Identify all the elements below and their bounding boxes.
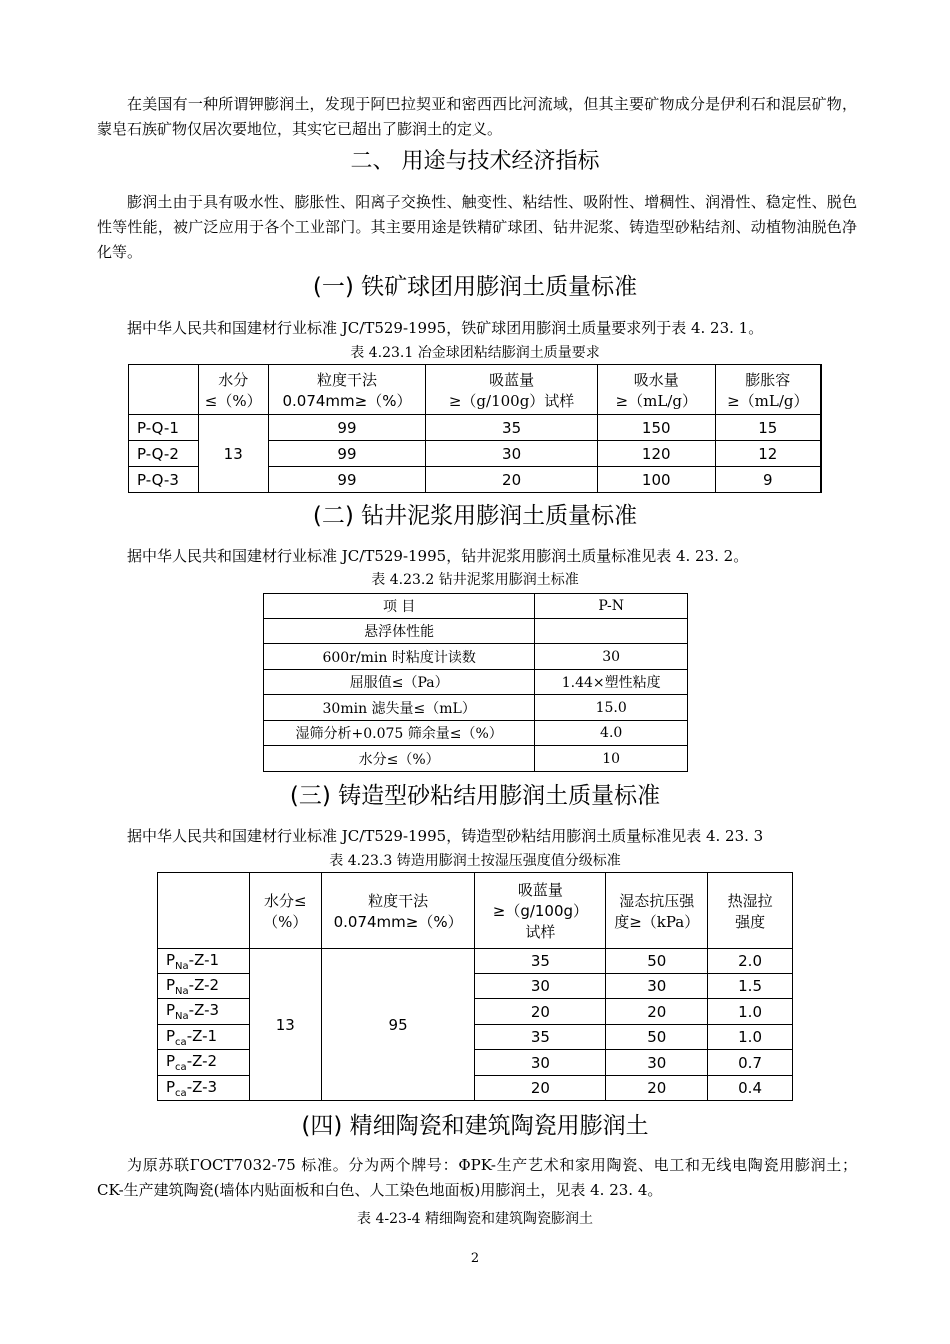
header-hot-wet-tensile: 热湿拉 强度 (708, 873, 793, 949)
header-moisture: 水分 ≤（%） (198, 365, 268, 415)
intro-paragraph: 在美国有一种所谓钾膨润土，发现于阿巴拉契亚和密西西比河流域，但其主要矿物成分是伊利石和混层矿物，蒙皂石族矿物仅居次要地位，其实它已超出了膨润土的定义。 (97, 95, 857, 138)
sub2-title: (二) 钻井泥浆用膨润土质量标准 (312, 503, 638, 529)
wet-cell: 20 (606, 1076, 708, 1101)
sub3-paragraph: 据中华人民共和国建材行业标准 JC/T529-1995，铸造型砂粘结用膨润土质量标准见表 4. 23. 3 (127, 827, 764, 845)
item-cell: 600r/min 时粘度计读数 (264, 644, 535, 670)
header-moisture: 水分≤ （%） (249, 873, 321, 949)
blue-cell: 30 (475, 1050, 606, 1076)
table-row (264, 619, 688, 644)
item-cell: 湿筛分析+0.075 筛余量≤（%） (264, 721, 535, 746)
header-water-absorption: 吸水量 ≥（mL/g） (597, 365, 715, 415)
fineness-cell: 99 (268, 415, 426, 441)
wet-cell: 50 (606, 949, 708, 974)
grade-cell: $P_{Na}-Z-2$ (158, 974, 250, 999)
wet-cell: 30 (606, 974, 708, 999)
sub4-paragraph: 为原苏联ГOCT7032-75 标准。分为两个牌号：ΦPK-生产艺术和家用陶瓷、电工和无线电陶瓷用膨润土；CK-生产建筑陶瓷(墙体内贴面板和白色、人工染色地面板)用膨润土，见表 4. 23. 4。 (97, 1156, 857, 1199)
sub1-caption: 表 4.23.1 冶金球团粘结膨润土质量要求 (350, 345, 600, 361)
hot-cell: 0.7 (708, 1050, 793, 1076)
sub1-title: (一) 铁矿球团用膨润土质量标准 (312, 274, 638, 300)
fineness-cell: 99 (268, 441, 426, 467)
value-cell: 1.44×塑性粘度 (535, 670, 688, 695)
fineness-cell: 95 (321, 949, 475, 1101)
water-cell: 150 (597, 415, 715, 441)
hot-cell: 0.4 (708, 1076, 793, 1101)
grade-cell: $P_{ca}-Z-2$ (158, 1050, 250, 1076)
uses-paragraph: 膨润土由于具有吸水性、膨胀性、阳离子交换性、触变性、粘结性、吸附性、增稠性、润滑性、稳定性、脱色性等性能，被广泛应用于各个工业部门。其主要用途是铁精矿球团、钻井泥浆、铸造型砂粘结剂、动植物油脱色净化等。 (97, 193, 857, 261)
grade-cell: P-Q-3 (129, 467, 199, 493)
blue-cell: 35 (426, 415, 598, 441)
table-row (264, 721, 688, 746)
blue-cell: 35 (475, 949, 606, 974)
table-row (264, 695, 688, 721)
blue-cell: 30 (426, 441, 598, 467)
section-title: 二、 用途与技术经济指标 (350, 149, 600, 174)
item-cell: 水分≤（%） (264, 746, 535, 772)
header-item: 项 目 (264, 594, 535, 619)
grade-cell: $P_{ca}-Z-3$ (158, 1076, 250, 1101)
header-fineness: 粒度干法 0.074mm≥（%） (268, 365, 426, 415)
table-row (129, 415, 822, 441)
blue-cell: 30 (475, 974, 606, 999)
sub3-title: (三) 铸造型砂粘结用膨润土质量标准 (289, 783, 661, 809)
header-empty-cell (129, 365, 199, 415)
item-cell: 30min 滤失量≤（mL） (264, 695, 535, 721)
hot-cell: 1.0 (708, 999, 793, 1025)
table-header-row (158, 873, 793, 949)
water-cell: 120 (597, 441, 715, 467)
page-number: 2 (470, 1251, 480, 1266)
header-methylene-blue: 吸蓝量 ≥（g/100g） 试样 (475, 873, 606, 949)
header-fineness: 粒度干法 0.074mm≥（%） (321, 873, 475, 949)
table-row (264, 644, 688, 670)
swell-cell: 9 (715, 467, 821, 493)
header-wet-compressive: 湿态抗压强 度≥（kPa） (606, 873, 708, 949)
moisture-cell: 13 (249, 949, 321, 1101)
grade-cell: $P_{Na}-Z-1$ (158, 949, 250, 974)
sub3-caption: 表 4.23.3 铸造用膨润土按湿压强度值分级标准 (329, 853, 621, 869)
value-cell: 15.0 (535, 695, 688, 721)
sub4-title: (四) 精细陶瓷和建筑陶瓷用膨润土 (301, 1113, 649, 1139)
item-cell: 屈服值≤（Pa） (264, 670, 535, 695)
table-row (158, 949, 793, 974)
fineness-cell: 99 (268, 467, 426, 493)
header-empty-cell (158, 873, 250, 949)
grade-cell: P-Q-1 (129, 415, 199, 441)
wet-cell: 30 (606, 1050, 708, 1076)
table-4-23-3 (157, 872, 793, 1101)
table-header-row (129, 365, 822, 415)
blue-cell: 35 (475, 1025, 606, 1050)
grade-cell: P-Q-2 (129, 441, 199, 467)
swell-cell: 12 (715, 441, 821, 467)
sub4-caption: 表 4-23-4 精细陶瓷和建筑陶瓷膨润土 (357, 1211, 593, 1227)
swell-cell: 15 (715, 415, 821, 441)
sub2-paragraph: 据中华人民共和国建材行业标准 JC/T529-1995，钻井泥浆用膨润土质量标准见表 4. 23. 2。 (127, 547, 749, 565)
grade-cell: $P_{ca}-Z-1$ (158, 1025, 250, 1050)
item-cell: 悬浮体性能 (264, 619, 535, 644)
blue-cell: 20 (475, 999, 606, 1025)
value-cell (535, 619, 688, 644)
hot-cell: 1.5 (708, 974, 793, 999)
blue-cell: 20 (426, 467, 598, 493)
table-header-row (264, 594, 688, 619)
table-4-23-1 (128, 364, 822, 493)
grade-cell: $P_{Na}-Z-3$ (158, 999, 250, 1025)
wet-cell: 20 (606, 999, 708, 1025)
hot-cell: 2.0 (708, 949, 793, 974)
table-row (264, 670, 688, 695)
moisture-cell: 13 (198, 415, 268, 493)
header-swelling: 膨胀容 ≥（mL/g） (715, 365, 821, 415)
header-methylene-blue: 吸蓝量 ≥（g/100g）试样 (426, 365, 598, 415)
water-cell: 100 (597, 467, 715, 493)
value-cell: 10 (535, 746, 688, 772)
value-cell: 30 (535, 644, 688, 670)
sub1-paragraph: 据中华人民共和国建材行业标准 JC/T529-1995，铁矿球团用膨润土质量要求列于表 4. 23. 1。 (127, 319, 764, 337)
header-pn: P-N (535, 594, 688, 619)
blue-cell: 20 (475, 1076, 606, 1101)
wet-cell: 50 (606, 1025, 708, 1050)
table-4-23-2 (263, 593, 688, 772)
sub2-caption: 表 4.23.2 钻井泥浆用膨润土标准 (371, 572, 579, 588)
table-row (264, 746, 688, 772)
value-cell: 4.0 (535, 721, 688, 746)
hot-cell: 1.0 (708, 1025, 793, 1050)
